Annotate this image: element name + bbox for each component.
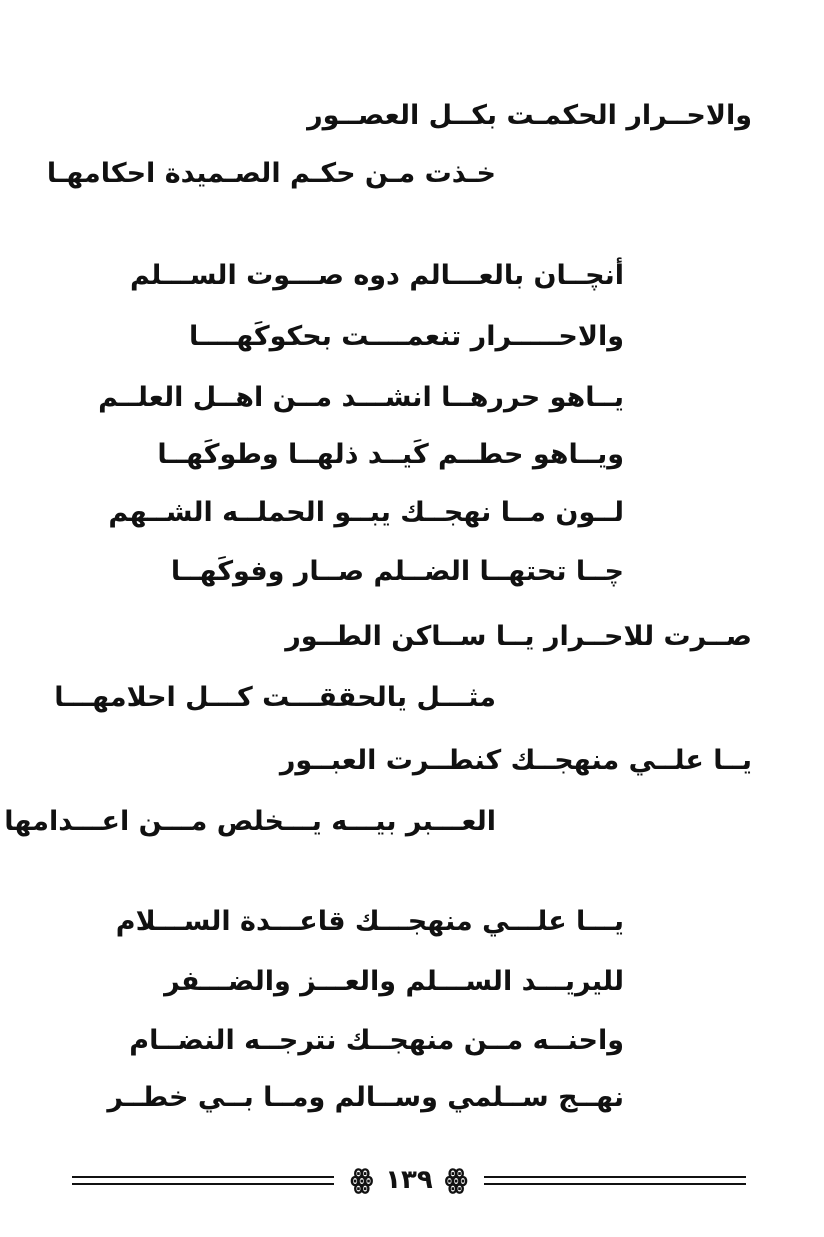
footer-rule-right <box>484 1176 746 1185</box>
verse-16: نهــج ســلمي وســالم ومــا بــي خطــر <box>107 1082 624 1113</box>
verse-11: يــا علــي منهجــك كنطــرت العبــور <box>279 745 752 776</box>
verse-7: لــون مــا نهجــك يبــو الحملــه الشــهم <box>108 497 624 528</box>
verse-12: العـــبر بيـــه يـــخلص مـــن اعـــدامها <box>4 806 496 837</box>
ornament-icon-right: ꙮ <box>444 1165 468 1195</box>
ornament-icon-left: ꙮ <box>350 1165 374 1195</box>
verse-6: ويــاهو حطــم كَيــد ذلهــا وطوكَهــا <box>157 439 624 470</box>
verse-1: والاحــرار الحكمـت بكــل العصــور <box>307 100 752 131</box>
page-footer <box>72 1160 746 1200</box>
verse-4: والاحـــــرار تنعمــــت بحكوكَهــــا <box>189 321 624 352</box>
verse-13: يـــا علـــي منهجـــك قاعـــدة الســـلام <box>115 906 624 937</box>
verse-10: مثـــل يالحققـــت كـــل احلامهـــا <box>54 682 496 713</box>
verse-9: صــرت للاحــرار يــا ســاكن الطــور <box>285 621 752 652</box>
verse-15: واحنــه مــن منهجــك نترجــه النضــام <box>129 1025 624 1056</box>
verse-8: چــا تحتهــا الضــلم صــار وفوكَهــا <box>170 556 624 587</box>
page-number: ١٣٩ <box>385 1165 433 1195</box>
verse-3: أنچــان بالعـــالم دوه صـــوت الســـلم <box>129 260 624 291</box>
verse-2: خـذت مـن حكـم الصـميدة احكامهـا <box>46 158 496 189</box>
verse-14: لليريـــد الســـلم والعـــز والضـــفر <box>164 966 624 997</box>
verse-5: يــاهو حررهــا انشـــد مــن اهــل العلــم <box>98 382 624 413</box>
page-number-group <box>350 1165 467 1195</box>
footer-rule-left <box>72 1176 334 1185</box>
